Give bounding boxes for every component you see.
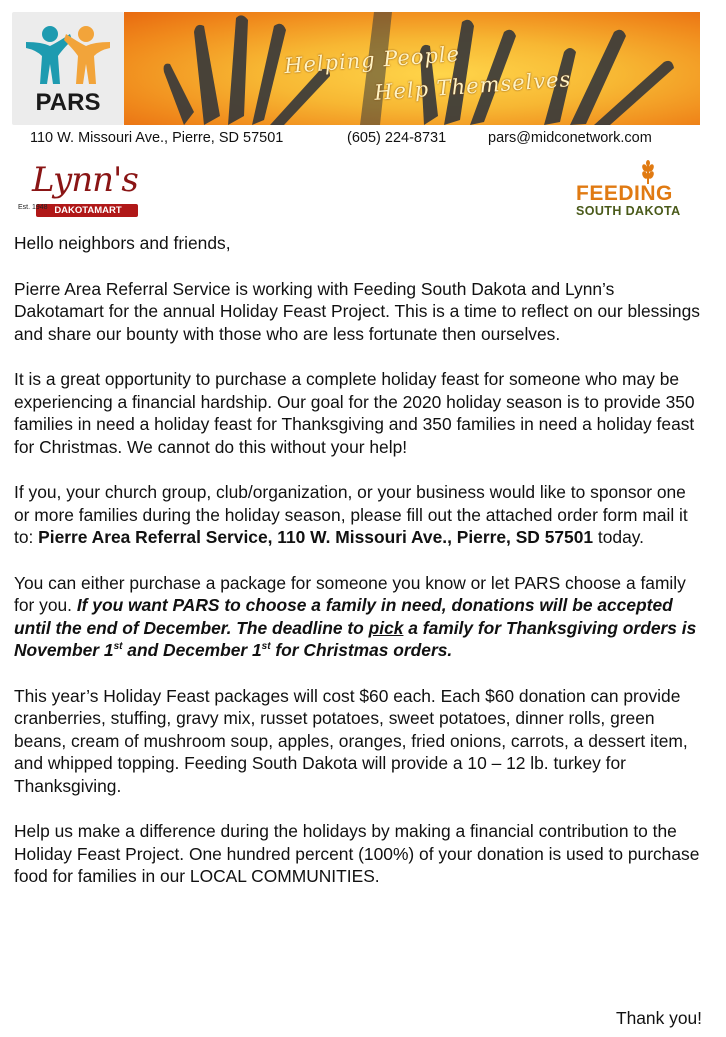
wheat-icon: [638, 160, 658, 184]
deadline-sup-1: st: [113, 641, 123, 653]
paragraph-goal: It is a great opportunity to purchase a complete holiday feast for someone who may be experiencing a financial hardship. Our goal for the 2020 holiday season is to provide 350 families in need a holiday feast for Thanksgiving and 350 families in need a holiday feast for Christmas. We cannot do this without your help!: [14, 369, 695, 457]
lynns-script-text: Lynn's: [32, 160, 138, 200]
deadline-bold-1: If you want PARS to choose a family in need, donations will be accepted until the end of December. The deadline to: [14, 595, 673, 638]
pars-logo: [12, 12, 124, 125]
lynns-banner-text: DAKOTAMART: [54, 205, 122, 216]
sponsor-text: If you, your church group, club/organization, or your business would like to sponsor one or more families during the holiday season, please fill out the attached order form mail it to:: [14, 482, 688, 547]
closing-text: Thank you!: [615, 1008, 702, 1028]
paragraph-help: Help us make a difference during the holidays by making a financial contribution to the Holiday Feast Project. One hundred percent (100%) of your donation is used to purchase food for families in our LOCAL COMMUNITIES.: [14, 821, 700, 886]
letter-body: [14, 232, 704, 911]
tagline-line-2: Help Themselves: [373, 67, 573, 105]
deadline-underline: pick: [368, 617, 404, 638]
mailing-address-bold: Pierre Area Referral Service, 110 W. Missouri Ave., Pierre, SD 57501: [38, 527, 594, 547]
greeting: Hello neighbors and friends,: [14, 233, 231, 253]
logo-text: PARS: [35, 89, 101, 116]
tagline-banner: [124, 12, 700, 125]
people-figures-icon: [12, 12, 124, 92]
paragraph-deadline: [14, 572, 704, 662]
lynns-est-text: Est. 1948: [18, 204, 48, 211]
lynns-dakotamart-logo: [18, 160, 140, 222]
south-dakota-text: SOUTH DAKOTA: [576, 204, 681, 218]
deadline-text: You can either purchase a package for someone you know or let PARS choose a family for you.: [14, 572, 686, 615]
deadline-bold-2: a family for Thanksgiving orders is November 1: [14, 617, 697, 660]
paragraph-intro: Pierre Area Referral Service is working with Feeding South Dakota and Lynn’s Dakotamart for the annual Holiday Feast Project. This is a time to reflect on our blessings and share our bounty with those who are less fortunate then ourselves.: [14, 278, 700, 344]
email-text: pars@midconetwork.com: [488, 130, 652, 146]
phone-text: (605) 224-8731: [347, 130, 447, 146]
deadline-bold-4: for Christmas orders.: [270, 640, 453, 660]
paragraph-sponsor: [14, 481, 704, 549]
address-text: 110 W. Missouri Ave., Pierre, SD 57501: [30, 130, 284, 146]
sponsor-end: today.: [593, 527, 644, 547]
deadline-bold-3: and December 1: [122, 640, 262, 660]
paragraph-packages: This year’s Holiday Feast packages will cost $60 each. Each $60 donation can provide cranberries, stuffing, gravy mix, russet potatoes, sweet potatoes, dinner rolls, green beans, cream of mushroom soup, apples, oranges, fried onions, carrots, a dessert item, and whipped topping. Feeding South Dakota will provide a 10 – 12 lb. turkey for Thanksgiving.: [14, 685, 688, 796]
contact-bar: [0, 130, 726, 150]
feeding-text: FEEDING: [576, 182, 673, 205]
feeding-south-dakota-logo: [576, 160, 706, 220]
tagline-line-1: Helping People: [283, 41, 461, 79]
deadline-sup-2: st: [261, 641, 271, 653]
